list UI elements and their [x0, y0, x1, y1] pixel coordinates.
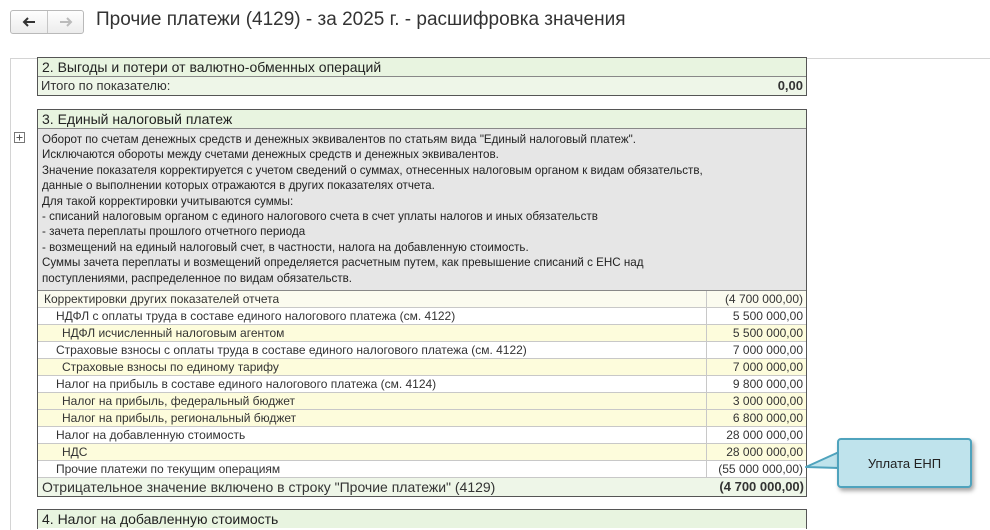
row-value: 5 500 000,00	[706, 325, 806, 341]
row-label: Налог на прибыль в составе единого налогового платежа (см. 4124)	[56, 377, 437, 391]
callout-note: Уплата ЕНП	[837, 438, 972, 488]
table-row[interactable]	[38, 376, 806, 393]
description-line: Суммы зачета переплаты и возмещений определяется расчетным путем, как превышение списаний с ЕНС над	[42, 256, 644, 270]
row-label: Корректировки других показателей отчета	[44, 292, 280, 306]
description-line: Значение показателя корректируется с учетом сведений о суммах, отнесенных налоговым органом к видам обязательств,	[42, 163, 703, 177]
description-line: - возмещений на единый налоговый счет, в частности, налога на добавленную стоимость.	[42, 240, 529, 254]
table-row[interactable]	[38, 308, 806, 325]
row-label: НДФЛ исчисленный налоговым агентом	[62, 326, 285, 340]
table-row[interactable]	[38, 325, 806, 342]
total-value: 0,00	[777, 78, 803, 93]
row-value: 9 800 000,00	[706, 376, 806, 392]
total-label: Итого по показателю:	[41, 78, 171, 93]
row-label: Страховые взносы с оплаты труда в составе единого налогового платежа (см. 4122)	[56, 343, 527, 357]
header-bar	[0, 0, 990, 42]
row-value: 28 000 000,00	[706, 427, 806, 443]
description-line: Исключаются обороты между счетами денежных средств и денежных эквивалентов.	[42, 148, 499, 162]
row-label: Налог на добавленную стоимость	[56, 428, 246, 442]
description-line: Для такой корректировки учитываются суммы:	[42, 194, 294, 208]
arrow-right-icon	[59, 17, 73, 27]
row-label: Прочие платежи по текущим операциям	[56, 462, 281, 476]
callout-pointer	[804, 448, 840, 472]
section-vat	[37, 509, 807, 529]
description-line: - зачета переплаты прошлого отчетного периода	[42, 225, 306, 239]
arrow-left-icon	[22, 17, 36, 27]
table-row[interactable]	[38, 359, 806, 376]
row-label: Налог на прибыль, региональный бюджет	[62, 411, 297, 425]
plus-icon	[15, 133, 24, 142]
row-value: (55 000 000,00)	[706, 461, 806, 477]
row-value: 5 500 000,00	[706, 308, 806, 324]
table-row[interactable]	[38, 342, 806, 359]
section-heading: 4. Налог на добавленную стоимость	[38, 510, 806, 528]
description-line: поступлениями, распределенное по видам обязательств.	[42, 271, 353, 285]
expand-toggle[interactable]	[14, 132, 25, 143]
description-line: данные о выполнении которых отражаются в других показателях отчета.	[42, 179, 435, 193]
description-line: - списаний налоговым органом с единого налогового счета в счет уплаты налогов и иных обязательств	[42, 210, 598, 224]
table-row[interactable]	[38, 444, 806, 461]
section-description	[38, 129, 806, 291]
final-total-row	[38, 478, 806, 496]
back-button[interactable]	[11, 11, 47, 33]
row-value: 3 000 000,00	[706, 393, 806, 409]
row-value: (4 700 000,00)	[706, 291, 806, 307]
final-label: Отрицательное значение включено в строку "Прочие платежи" (4129)	[42, 479, 496, 495]
section-heading: 2. Выгоды и потери от валютно-обменных операций	[38, 58, 806, 77]
row-value: 7 000 000,00	[706, 359, 806, 375]
table-row[interactable]	[38, 291, 806, 308]
total-row	[38, 77, 806, 95]
description-line: Оборот по счетам денежных средств и денежных эквивалентов по статьям вида "Единый налоговый платеж".	[42, 133, 636, 146]
row-label: НДФЛ с оплаты труда в составе единого налогового платежа (см. 4122)	[56, 309, 456, 323]
section-heading: 3. Единый налоговый платеж	[38, 110, 806, 129]
row-label: НДС	[62, 445, 88, 459]
table-row[interactable]	[38, 410, 806, 427]
section-single-tax-payment	[37, 109, 807, 497]
table-row[interactable]	[38, 393, 806, 410]
section-currency-exchange	[37, 57, 807, 96]
row-label: Страховые взносы по единому тарифу	[62, 360, 279, 374]
row-value: 28 000 000,00	[706, 444, 806, 460]
row-value: 7 000 000,00	[706, 342, 806, 358]
table-row[interactable]	[38, 427, 806, 444]
row-value: 6 800 000,00	[706, 410, 806, 426]
navigation-buttons	[10, 10, 84, 34]
table-row[interactable]	[38, 461, 806, 478]
row-label: Налог на прибыль, федеральный бюджет	[62, 394, 296, 408]
page-title: Прочие платежи (4129) - за 2025 г. - расшифровка значения	[96, 9, 626, 30]
final-value: (4 700 000,00)	[719, 479, 804, 494]
forward-button[interactable]	[47, 11, 83, 33]
